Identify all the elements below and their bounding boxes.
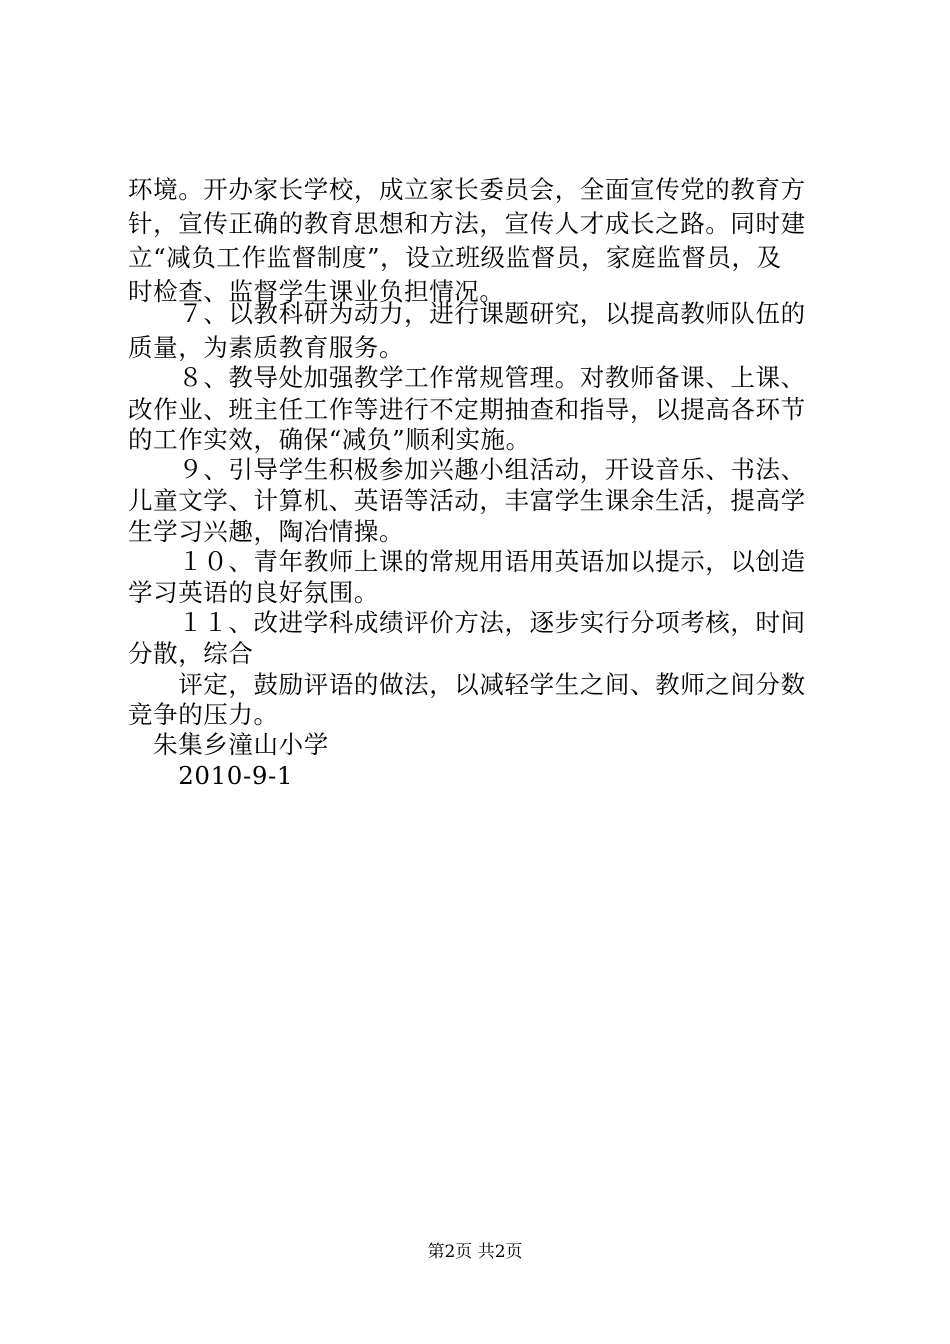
text-line: 评定，鼓励评语的做法，以减轻学生之间、教师之间分数 [128, 670, 806, 699]
text-line: 学习英语的良好氛围。 [128, 578, 379, 607]
text-line: 改作业、班主任工作等进行不定期抽查和指导，以提高各环节 [128, 395, 806, 424]
text-line: ８、教导处加强教学工作常规管理。对教师备课、上课、 [128, 363, 806, 392]
page-footer: 第2页 共2页 [427, 1242, 523, 1262]
text-line: 竞争的压力。 [128, 700, 279, 729]
text-line: 分散，综合 [128, 639, 254, 668]
signature-date: 2010-9-1 [128, 761, 294, 790]
text-line: １０、青年教师上课的常规用语用英语加以提示，以创造 [128, 547, 806, 576]
text-line: 儿童文学、计算机、英语等活动，丰富学生课余生活，提高学 [128, 486, 806, 515]
text-line: 针，宣传正确的教育思想和方法，宣传人才成长之路。同时建 [128, 209, 806, 238]
text-line: 立“减负工作监督制度”，设立班级监督员，家庭监督员，及 [128, 243, 782, 272]
text-line: 时检查、监督学生课业负担情况。 [128, 277, 505, 306]
text-line: ７、以教科研为动力，进行课题研究，以提高教师队伍的 [128, 299, 806, 328]
text-line: 的工作实效，确保“减负”顺利实施。 [128, 425, 531, 454]
text-line: ９、引导学生积极参加兴趣小组活动，开设音乐、书法、 [128, 455, 806, 484]
text-line: １１、改进学科成绩评价方法，逐步实行分项考核，时间 [128, 608, 806, 637]
text-line: 环境。开办家长学校，成立家长委员会，全面宣传党的教育方 [128, 175, 806, 204]
text-line: 质量，为素质教育服务。 [128, 333, 405, 362]
signature-school: 朱集乡潼山小学 [128, 730, 329, 759]
text-line: 生学习兴趣，陶冶情操。 [128, 517, 405, 546]
